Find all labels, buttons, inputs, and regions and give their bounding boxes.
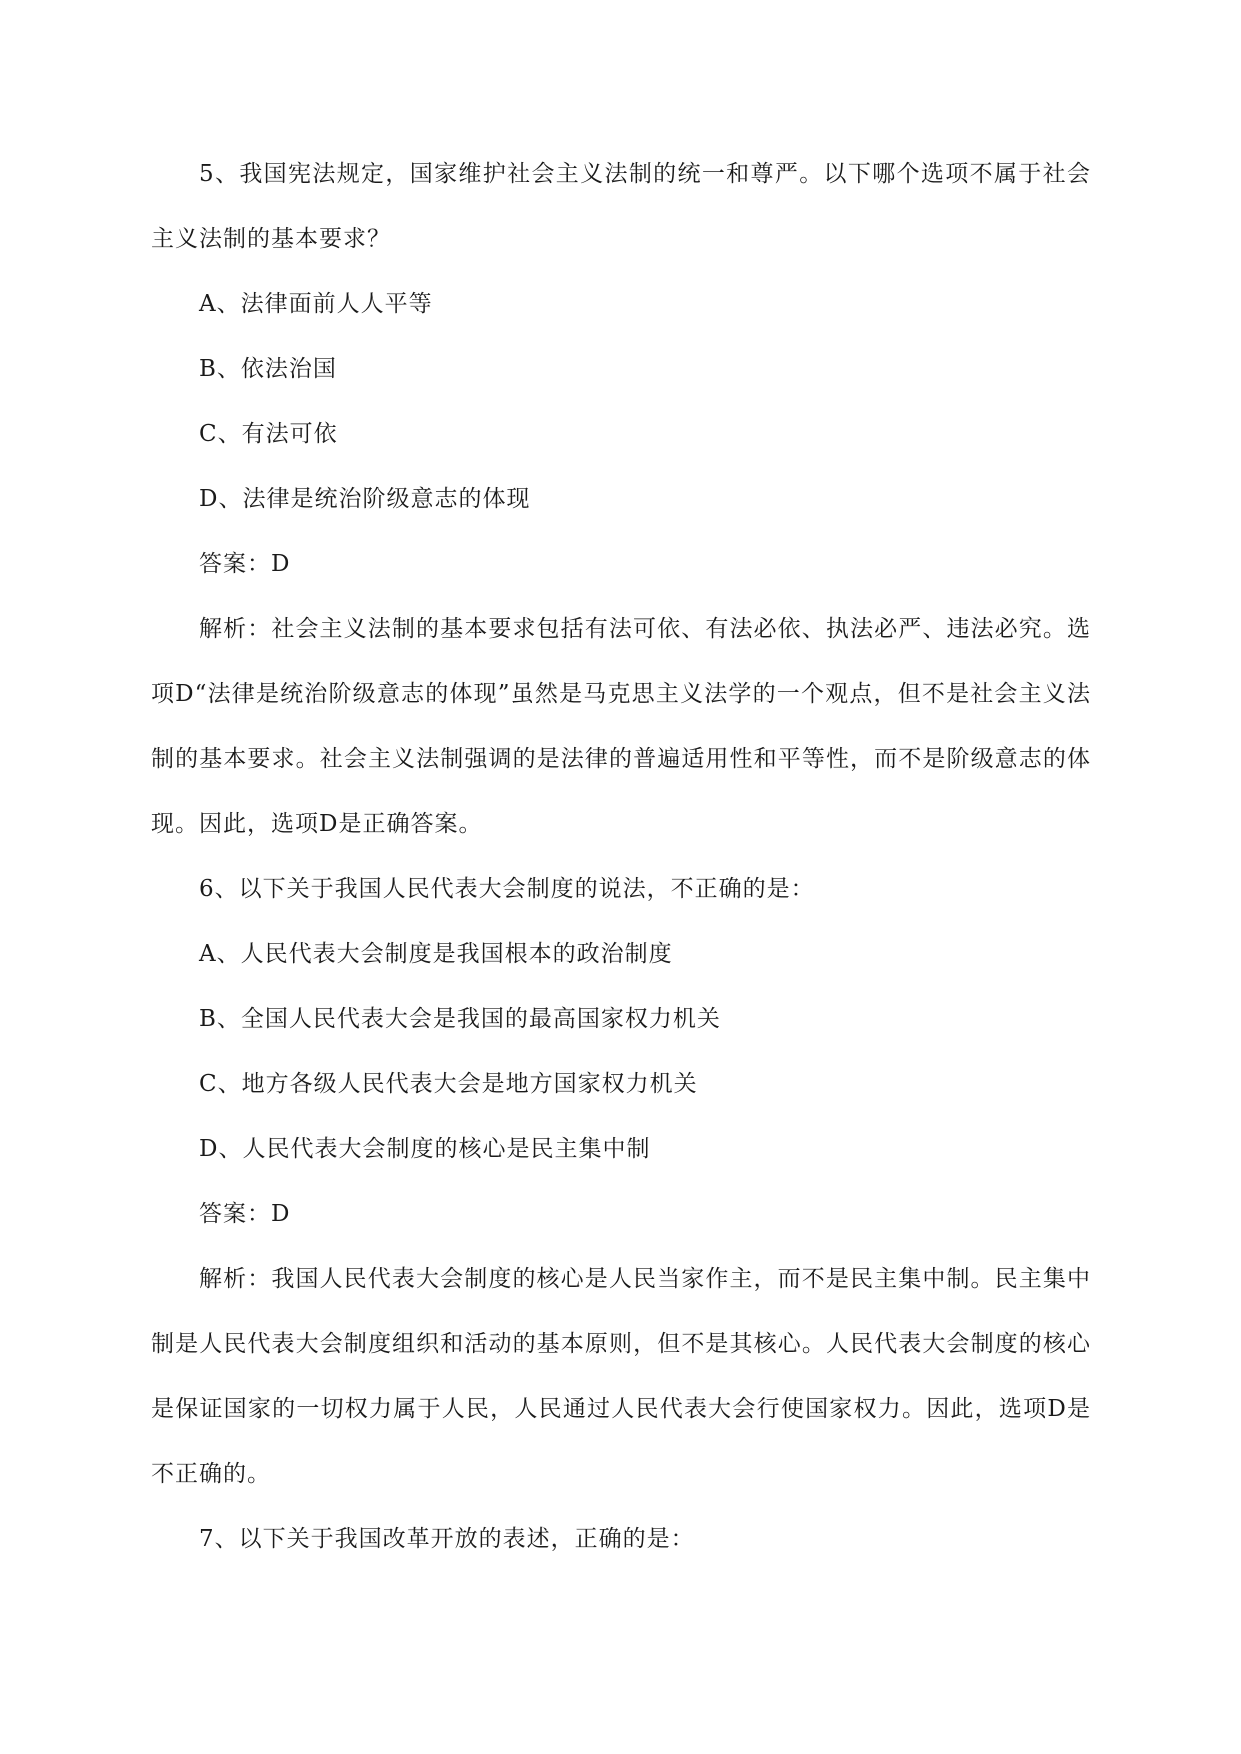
question-6-option-c: C、地方各级人民代表大会是地方国家权力机关	[199, 1071, 698, 1097]
question-6-stem: 6、以下关于我国人民代表大会制度的说法，不正确的是：	[199, 876, 815, 902]
question-7-stem: 7、以下关于我国改革开放的表述，正确的是：	[199, 1526, 695, 1552]
question-5-option-b: B、依法治国	[199, 356, 337, 382]
question-5-answer: 答案：D	[199, 551, 291, 577]
question-6-option-d: D、人民代表大会制度的核心是民主集中制	[199, 1136, 651, 1162]
question-6-answer: 答案：D	[199, 1201, 291, 1227]
question-5-option-c: C、有法可依	[199, 421, 338, 447]
page-content	[151, 142, 1091, 1572]
question-5-option-a: A、法律面前人人平等	[199, 291, 433, 317]
question-5-analysis: 解析：社会主义法制的基本要求包括有法可依、有法必依、执法必严、违法必究。选项D“法律是统治阶级意志的体现”虽然是马克思主义法学的一个观点，但不是社会主义法制的基本要求。社会主义法制强调的是法律的普遍适用性和平等性，而不是阶级意志的体现。因此，选项D是正确答案。	[151, 616, 1091, 837]
question-5-stem: 5、我国宪法规定，国家维护社会主义法制的统一和尊严。以下哪个选项不属于社会主义法制的基本要求？	[151, 161, 1091, 252]
question-6-option-a: A、人民代表大会制度是我国根本的政治制度	[199, 941, 673, 967]
question-6-option-b: B、全国人民代表大会是我国的最高国家权力机关	[199, 1006, 721, 1032]
question-5-option-d: D、法律是统治阶级意志的体现	[199, 486, 531, 512]
question-6-analysis: 解析：我国人民代表大会制度的核心是人民当家作主，而不是民主集中制。民主集中制是人民代表大会制度组织和活动的基本原则，但不是其核心。人民代表大会制度的核心是保证国家的一切权力属于人民，人民通过人民代表大会行使国家权力。因此，选项D是不正确的。	[151, 1266, 1091, 1487]
